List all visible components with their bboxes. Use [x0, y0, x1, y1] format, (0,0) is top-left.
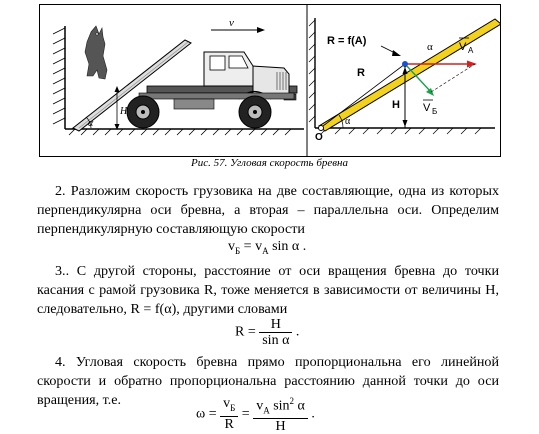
paragraph-3: 3.. С другой стороны, расстояние от оси вращения бревна до точки касания с рамой грузовика R, тоже меняется в зависимости от величины H, следовательно, R = f(α), другими словами	[37, 263, 499, 317]
origin-label: O	[315, 132, 323, 143]
paragraph-4: 4. Угловая скорость бревна прямо пропорциональна его линейной скорости и обратно пропорциональна расстоянию данной точки до оси вращения, т.е.	[37, 354, 499, 408]
velocity-label: v	[229, 17, 234, 29]
figure	[39, 4, 501, 157]
radius-label: R	[357, 67, 365, 79]
angle-top-label: α	[427, 41, 433, 53]
va-sub: A	[468, 46, 474, 55]
height-label: H	[392, 99, 400, 111]
relation-label: R = f(A)	[327, 35, 367, 47]
angle-bottom-label: α	[345, 116, 351, 127]
va-label: V	[459, 41, 467, 53]
vb-sub: Б	[432, 107, 438, 116]
equation-2: R = $\frac{H}{\text{sin α}}$ .	[235, 317, 300, 348]
vb-label: V	[423, 102, 431, 114]
paragraph-2: 2. Разложим скорость грузовика на две составляющие, одна из которых перпендикулярна оси бревна, а вторая – параллельна оси. Определим перпендикулярную составляющую скорости	[37, 183, 499, 237]
left-height-label: H	[120, 106, 128, 117]
left-angle-label: α	[88, 118, 94, 129]
equation-3: ω = $\frac{v_Б}{R}$ = $\frac{v_A \sin^2 \alpha}{H}$ .	[196, 396, 315, 434]
equation-1: $v_Б = v_A$ sin α .	[228, 239, 307, 256]
figure-caption: Рис. 57. Угловая скорость бревна	[191, 157, 348, 169]
